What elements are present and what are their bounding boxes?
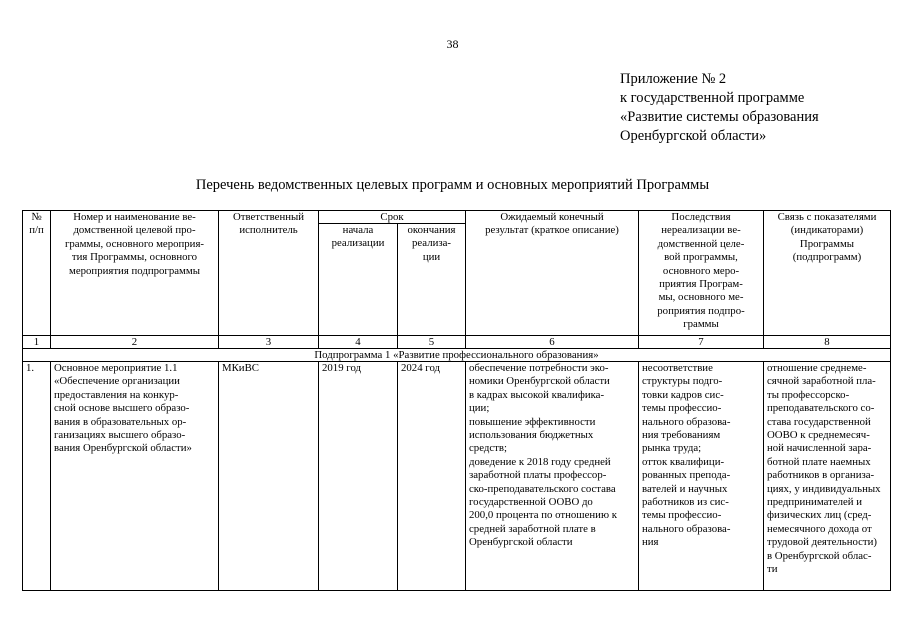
text-line: мероприятия подпрограммы [69,264,200,277]
text-line: вания Оренбургской области» [54,442,192,455]
text-line: ния [642,536,659,549]
text-line: отношение среднеме- [767,362,867,374]
header-consequences [639,211,764,336]
column-number: 2 [51,336,219,349]
text-line: Ответственный [232,211,305,223]
page-number: 38 [446,37,459,51]
text-line: доведение к 2018 году средней [469,455,611,468]
text-line: Основное мероприятие 1.1 [54,362,178,374]
text-line: тия Программы, основного [71,251,198,264]
text-line: немесячного дохода от [767,522,872,535]
text-line: № [31,211,42,223]
text-line: использования бюджетных [469,429,594,442]
row-result [466,362,639,591]
text-line: граммы [683,318,719,331]
column-number: 3 [219,336,319,349]
text-line: ООВО к среднемесяч- [767,429,870,442]
text-line: граммы, основного мероприя- [64,237,205,250]
text-line: рованных препода- [642,469,731,482]
text-line: средств; [469,442,507,455]
row-start: 2019 год [319,362,398,591]
text-line: исполнитель [239,224,298,237]
text-line: ско-преподавательского состава [469,482,616,495]
appendix-line: Оренбургской области» [620,128,767,144]
text-line: (индикаторами) [790,224,864,237]
text-line: ганизациях высшего образо- [54,429,186,442]
text-line: ной начисленной зара- [767,442,872,455]
text-line: средней заработной плате в [469,522,596,535]
text-line: в кадрах высокой квалифика- [469,388,605,401]
header-start [319,224,398,336]
text-line: циях, у индивидуальных [767,482,881,495]
text-line: работников в организа- [767,469,875,482]
row-indicators [764,362,891,591]
text-line: физических лиц (сред- [767,509,872,522]
column-number: 1 [23,336,51,349]
text-line: п/п [29,224,44,237]
text-line: государственной ООВО до [469,496,593,509]
text-line: предоставления на конкур- [54,388,179,401]
row-consequences [639,362,764,591]
text-line: нального образова- [642,522,731,535]
text-line: ции [422,250,441,263]
text-line: номики Оренбургской области [469,375,610,388]
row-number: 1. [23,362,51,591]
text-line: отток квалифици- [642,455,725,468]
header-name [51,211,219,336]
header-end [398,224,466,336]
text-line: сной основе высшего образо- [54,402,190,415]
text-line: несоответствие [642,362,713,374]
column-number: 4 [319,336,398,349]
text-line: сячной заработной пла- [767,375,876,388]
text-line: Последствия [671,211,731,223]
subprogram-row [23,349,891,362]
text-line: (подпрограмм) [792,251,862,264]
column-number: 5 [398,336,466,349]
text-line: нального образова- [642,415,731,428]
column-number-row [23,336,891,349]
text-line: нереализации ве- [661,224,741,237]
text-line: трудовой деятельности) [767,536,878,549]
text-line: приятия Програм- [659,278,743,291]
text-line: результат (краткое описание) [485,224,619,237]
text-line: ти [767,563,778,576]
text-line: предпринимателей и [767,496,863,509]
text-line: реализа- [411,237,452,250]
text-line: реализации [331,237,385,250]
text-line: основного меро- [662,264,740,277]
text-line: ты профессорско- [767,388,850,401]
header-srok: Срок [319,211,466,224]
text-line: ции; [469,402,490,415]
header-indicators [764,211,891,336]
header-row [23,211,891,224]
text-line: Ожидаемый конечный [500,211,604,223]
text-line: вателей и научных [642,482,728,495]
appendix-line: Приложение № 2 [620,71,727,87]
text-line: повышение эффективности [469,415,596,428]
text-line: рынка труда; [642,442,702,455]
text-line: Программы [799,237,855,250]
text-line: домственной целевой про- [73,224,196,237]
text-line: начала [342,224,374,236]
table-row [23,362,891,591]
appendix-line: «Развитие системы образования [620,109,819,125]
text-line: 200,0 процента по отношению к [469,509,617,522]
text-line: Номер и наименование ве- [73,211,196,223]
column-number: 8 [764,336,891,349]
appendix-line: к государственной программе [620,90,805,106]
text-line: обеспечение потребности эко- [469,362,609,374]
column-number: 7 [639,336,764,349]
text-line: ния требованиям [642,429,721,442]
row-end: 2024 год [398,362,466,591]
text-line: структуры подго- [642,375,723,388]
text-line: темы профессио- [642,509,722,522]
text-line: става государственной [767,415,871,428]
appendix-block [620,70,819,146]
row-name [51,362,219,591]
text-line: товки кадров сис- [642,388,724,401]
text-line: вания в образовательных ор- [54,415,187,428]
programs-table [22,210,891,591]
header-num [23,211,51,336]
header-result [466,211,639,336]
text-line: мы, основного ме- [658,291,744,304]
text-line: вой программы, [664,251,738,264]
subprogram-title: Подпрограмма 1 «Развитие профессионального образования» [23,349,891,362]
text-line: домственной целе- [657,237,745,250]
text-line: в Оренбургской облас- [767,549,872,562]
text-line: окончания [407,224,456,236]
header-executor [219,211,319,336]
text-line: преподавательского со- [767,402,875,415]
text-line: роприятия подпро- [657,304,745,317]
document-title: Перечень ведомственных целевых программ и основных мероприятий Программы [195,177,710,193]
text-line: Связь с показателями [777,211,877,223]
column-number: 6 [466,336,639,349]
text-line: «Обеспечение организации [54,375,180,388]
text-line: заработной платы профессор- [469,469,607,482]
text-line: работников из сис- [642,496,729,509]
text-line: ботной плате наемных [767,455,871,468]
text-line: темы профессио- [642,402,722,415]
text-line: Оренбургской области [469,536,573,549]
row-executor: МКиВС [219,362,319,591]
